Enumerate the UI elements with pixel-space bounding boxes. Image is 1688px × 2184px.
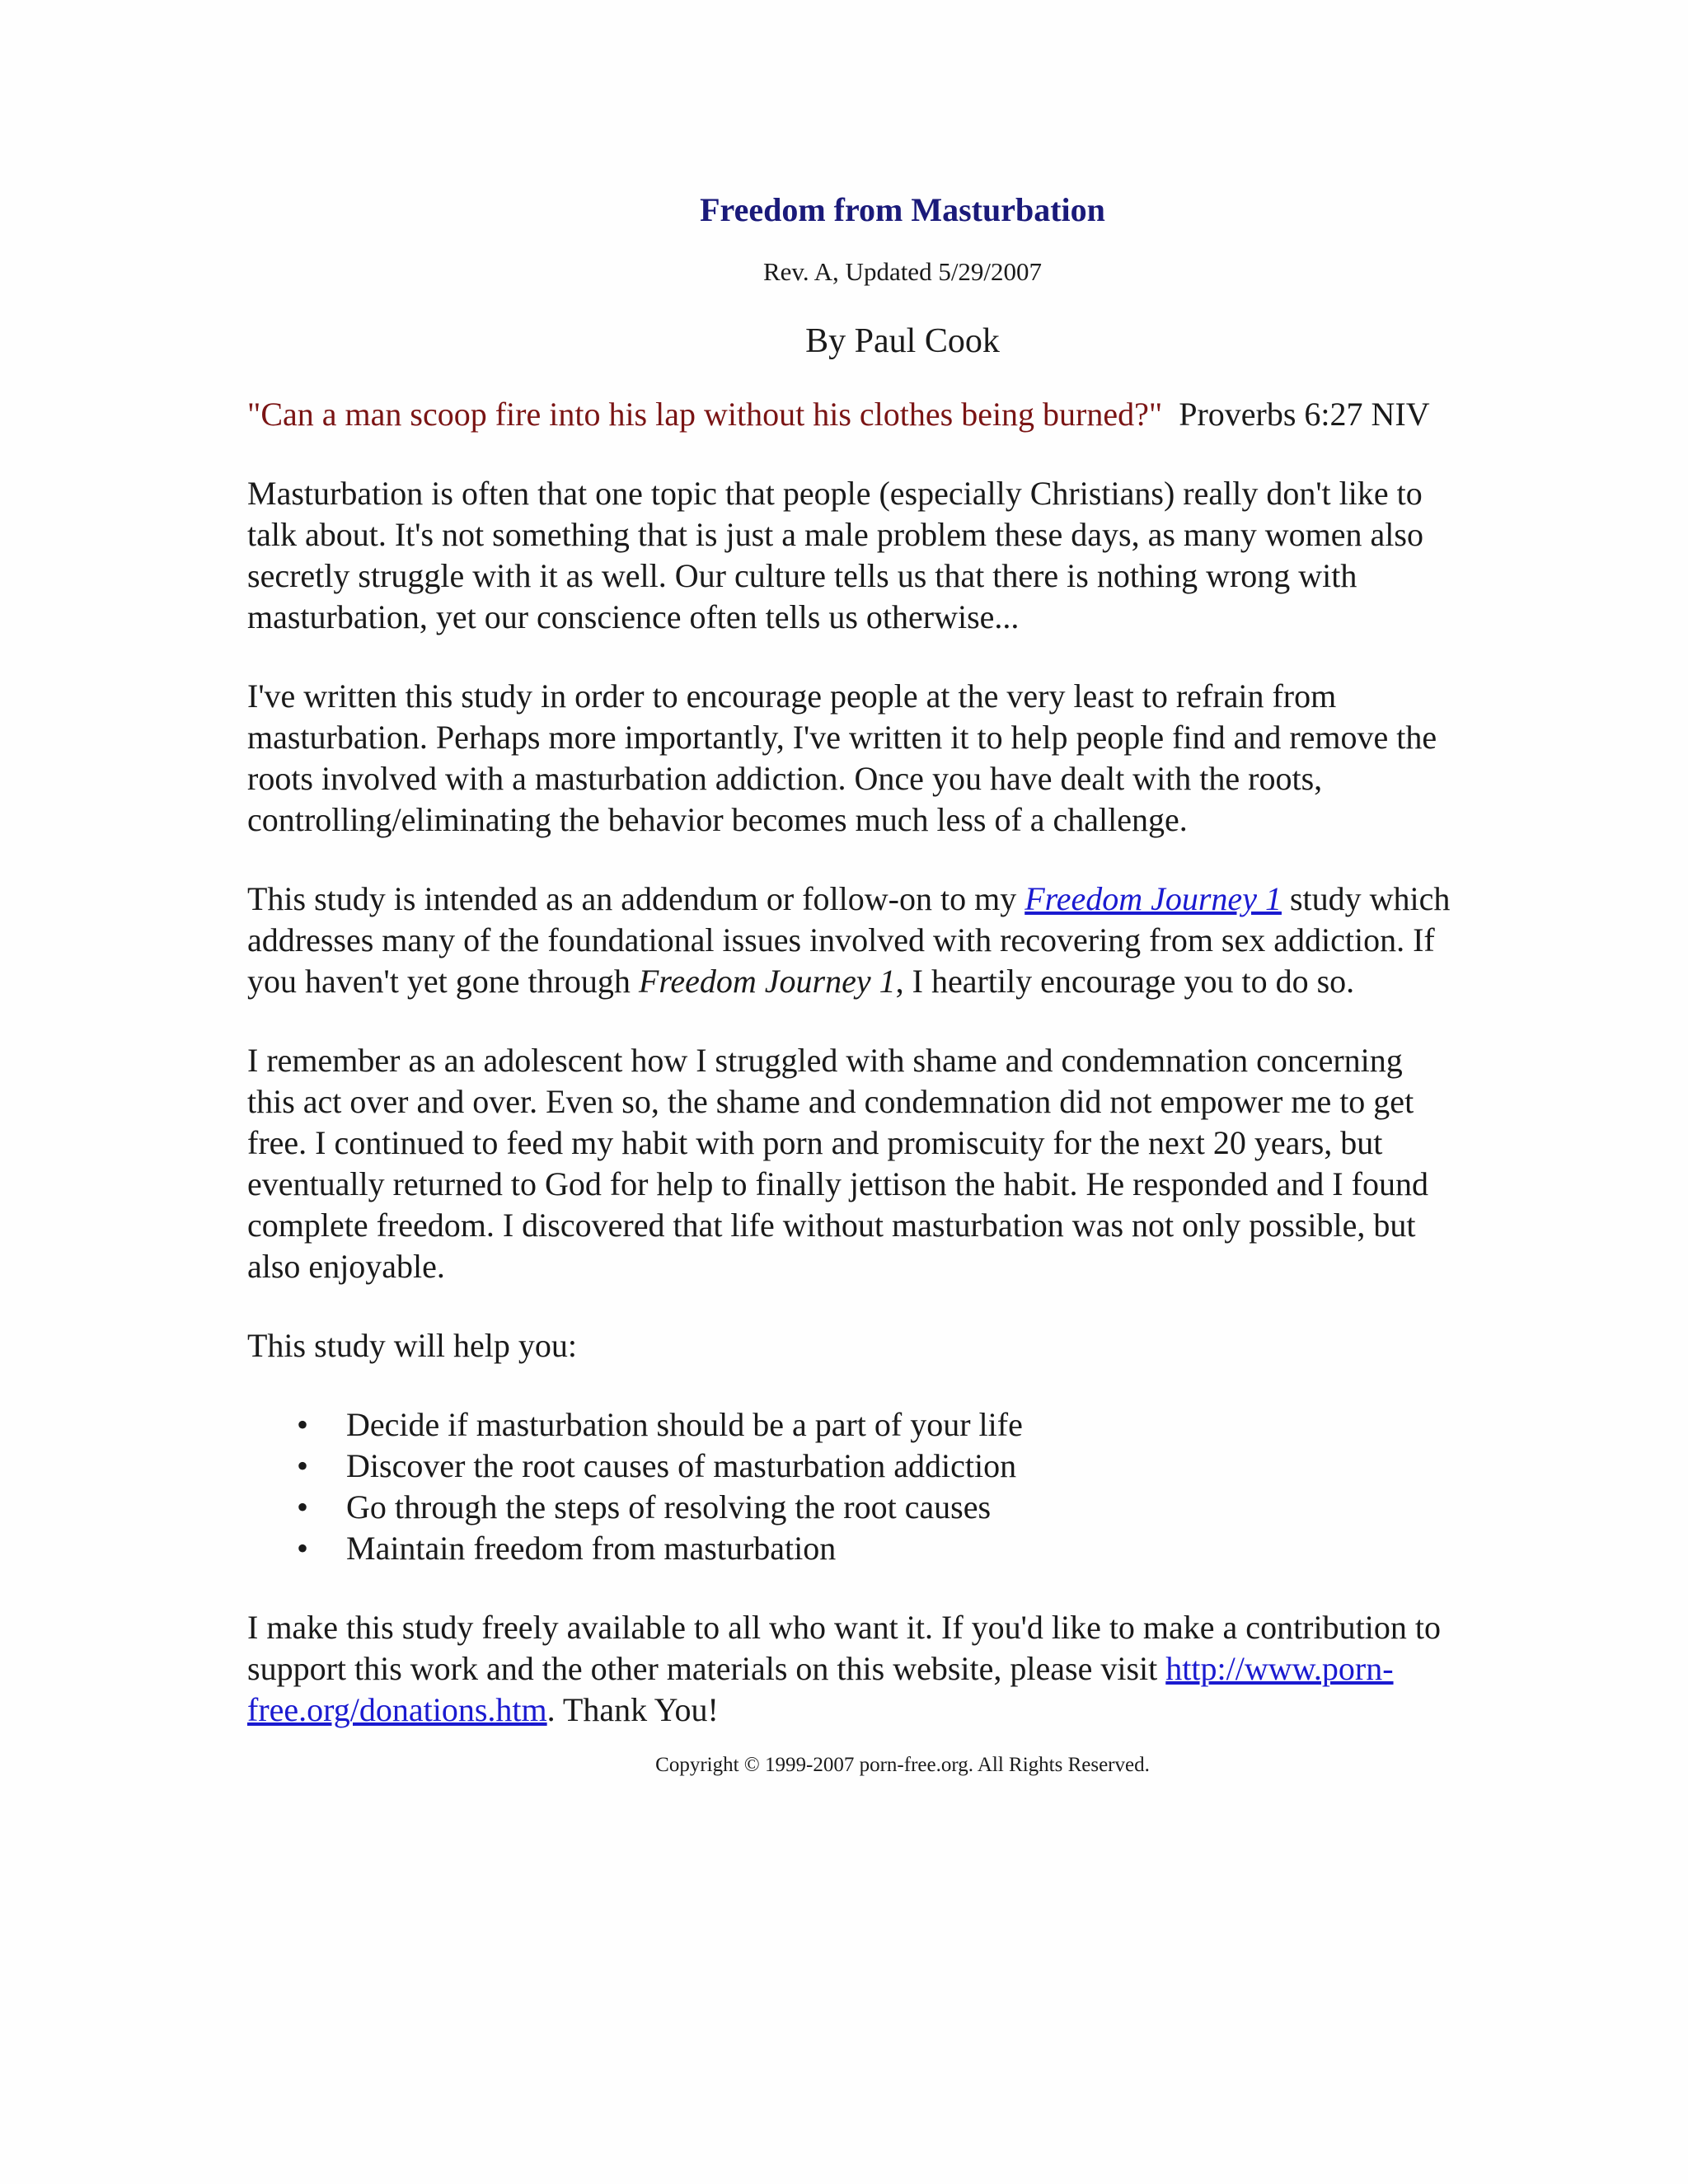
donation-text-start: I make this study freely available to all who want it. If you'd like to make a contribution to support this work and the other materials on this website, please visit bbox=[247, 1609, 1441, 1687]
list-item bbox=[297, 1528, 1451, 1569]
intro-paragraph: Masturbation is often that one topic that people (especially Christians) really don't like to talk about. It's not something that is just a male problem these days, as many women also secretly struggle with it as well. Our culture tells us that there is nothing wrong with masturbation, yet our conscience often tells us otherwise... bbox=[247, 475, 1423, 635]
donation-text-end: . Thank You! bbox=[546, 1691, 719, 1728]
addendum-text-start: This study is intended as an addendum or follow-on to my bbox=[247, 880, 1025, 917]
list-item-text: Go through the steps of resolving the root causes bbox=[346, 1488, 992, 1526]
freedom-journey-title: Freedom Journey 1 bbox=[638, 963, 896, 1000]
purpose-paragraph: I've written this study in order to encourage people at the very least to refrain from masturbation. Perhaps more importantly, I've written it to help people find and remove the roots involved with a masturbation addiction. Once you have dealt with the roots, controlling/eliminating the behavior becomes much less of a challenge. bbox=[247, 677, 1437, 838]
revision-line: Rev. A, Updated 5/29/2007 bbox=[762, 257, 1043, 286]
author-line: By Paul Cook bbox=[805, 322, 1000, 360]
addendum-text-middle: study which addresses many of the foundational issues involved with recovering from sex addiction. If you haven't yet gone through bbox=[247, 880, 1451, 1000]
benefits-intro: This study will help you: bbox=[247, 1327, 577, 1364]
addendum-paragraph bbox=[247, 879, 1451, 1002]
list-item-text: Maintain freedom from masturbation bbox=[346, 1530, 837, 1567]
bullet-icon: • bbox=[297, 1447, 309, 1484]
quote-text: "Can a man scoop fire into his lap without his clothes being burned?" bbox=[247, 396, 1163, 433]
scripture-quote bbox=[247, 394, 1451, 435]
quote-reference: Proverbs 6:27 NIV bbox=[1179, 396, 1430, 433]
list-item-text: Discover the root causes of masturbation addiction bbox=[346, 1447, 1017, 1484]
bullet-icon: • bbox=[297, 1488, 309, 1526]
donations-link[interactable]: http://www.porn-free.org/donations.htm bbox=[247, 1650, 1394, 1728]
freedom-journey-link[interactable]: Freedom Journey 1 bbox=[1025, 880, 1282, 917]
document-title: Freedom from Masturbation bbox=[700, 191, 1105, 228]
benefits-list bbox=[247, 1404, 1451, 1569]
list-item-text: Decide if masturbation should be a part of your life bbox=[346, 1406, 1023, 1443]
document-content bbox=[247, 190, 1451, 1779]
list-item bbox=[297, 1446, 1451, 1487]
list-item bbox=[297, 1404, 1451, 1446]
addendum-text-end: , I heartily encourage you to do so. bbox=[895, 963, 1355, 1000]
list-item bbox=[297, 1487, 1451, 1528]
bullet-icon: • bbox=[297, 1406, 309, 1443]
bullet-icon: • bbox=[297, 1530, 309, 1567]
testimony-paragraph: I remember as an adolescent how I struggled with shame and condemnation concerning this act over and over. Even so, the shame and condemnation did not empower me to get free. I continued to feed my habit with porn and promiscuity for the next 20 years, but eventually returned to God for help to finally jettison the habit. He responded and I found complete freedom. I discovered that life without masturbation was not only possible, but also enjoyable. bbox=[247, 1042, 1428, 1285]
copyright-notice: Copyright © 1999-2007 porn-free.org. All Rights Reserved. bbox=[655, 1754, 1150, 1776]
donation-paragraph bbox=[247, 1607, 1451, 1731]
